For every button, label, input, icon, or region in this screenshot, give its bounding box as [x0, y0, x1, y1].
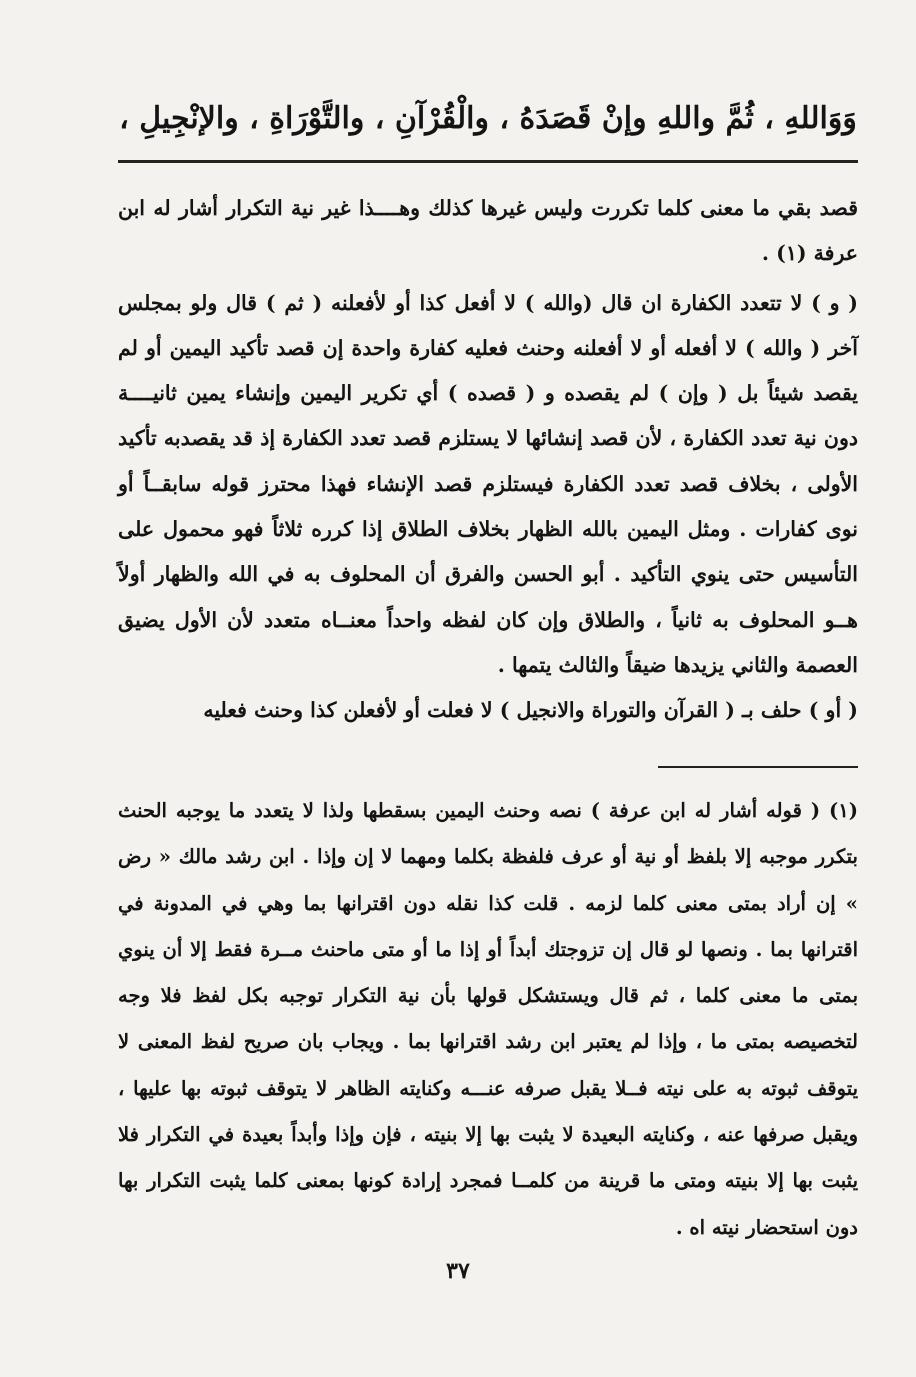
- paragraph: قصد بقي ما معنى كلما تكررت وليس غيرها كذلك وهــــذا غير نية التكرار أشار له ابن عرفة (١) .: [118, 196, 858, 266]
- paragraph: ( أو ) حلف بـ ( القرآن والتوراة والانجيل ) لا فعلت أو لأفعلن كذا وحنث فعليه: [203, 698, 858, 723]
- footnote: (١) ( قوله أشار له ابن عرفة ) نصه وحنث اليمين بسقطها ولذا لا يتعدد ما يوجبه الحنث بتكرر موجبه إلا بلفظ أو نية أو عرف فلفظة بكلما ومهما لا إن وإذا . ابن رشد مالك « رض » إن أراد بمتى معنى كلما لزمه . قلت كذا نقله دون اقترانها بما وهي في المدونة في اقترانها بما . ونصها لو قال إن تزوجتك أبداً أو إذا ما أو متى ماحنث مــرة فقط إلا أن ينوي بمتى ما معنى كلما ، ثم قال ويستشكل قولها بأن نية التكرار توجبه بكل لفظ فلا وجه لتخصيصه بمتى ما ، وإذا لم يعتبر ابن رشد اقترانها بما . ويجاب بان صريح لفظ المعنى لا يتوقف ثبوته به على نيته فــلا يقبل صرفه عنـــه وكنايته الظاهر لا يتوقف ثبوته بها عليها ، ويقبل صرفها عنه ، وكنايته البعيدة لا يثبت بها إلا بنيته ، فإن وإذا وأبداً بعيدة في التكرار فلا يثبت بها إلا بنيته ومتى ما قرينة من كلمــا فمجرد إرادة كونها بمعنى كلما يثبت التكرار بها دون استحضار نيته اه .: [118, 799, 858, 1239]
- main-text: [118, 186, 858, 734]
- header-rule: [118, 160, 858, 163]
- paragraph: ( و ) لا تتعدد الكفارة ان قال (والله ) لا أفعل كذا أو لأفعلنه ( ثم ) قال ولو بمجلس آخر ( والله ) لا أفعله أو لا أفعلنه وحنث فعليه كفارة واحدة إن قصد تأكيد اليمين أو لم يقصد شيئاً بل ( وإن ) لم يقصده و ( قصده ) أي تكرير اليمين وإنشاء يمين ثانيــــة دون نية تعدد الكفارة ، لأن قصد إنشائها لا يستلزم قصد تعدد الكفارة إذ قد يقصدبه تأكيد الأولى ، بخلاف قصد تعدد الكفارة فيستلزم قصد الإنشاء فهذا محترز قوله سابقــاً أو نوى كفارات . ومثل اليمين بالله الظهار بخلاف الطلاق إذا كرره ثلاثاً فهو محمول على التأسيس حتى ينوي التأكيد . أبو الحسن والفرق أن المحلوف به في الله والظهار أولاً هــو المحلوف به ثانياً ، والطلاق وإن كان لفظه واحداً معنــاه متعدد لأن الأول يضيق العصمة والثاني يزيدها ضيقاً والثالث يتمها .: [118, 290, 858, 677]
- page-number: ٣٧: [446, 1258, 470, 1284]
- footnotes: [118, 788, 858, 1251]
- footnote-rule: [658, 766, 858, 768]
- page-header: وَوَاللهِ ، ثُمَّ واللهِ وإنْ قَصَدَهُ ، والْقُرْآنِ ، والتَّوْرَاةِ ، والإنْجِيلِ ،: [119, 101, 857, 136]
